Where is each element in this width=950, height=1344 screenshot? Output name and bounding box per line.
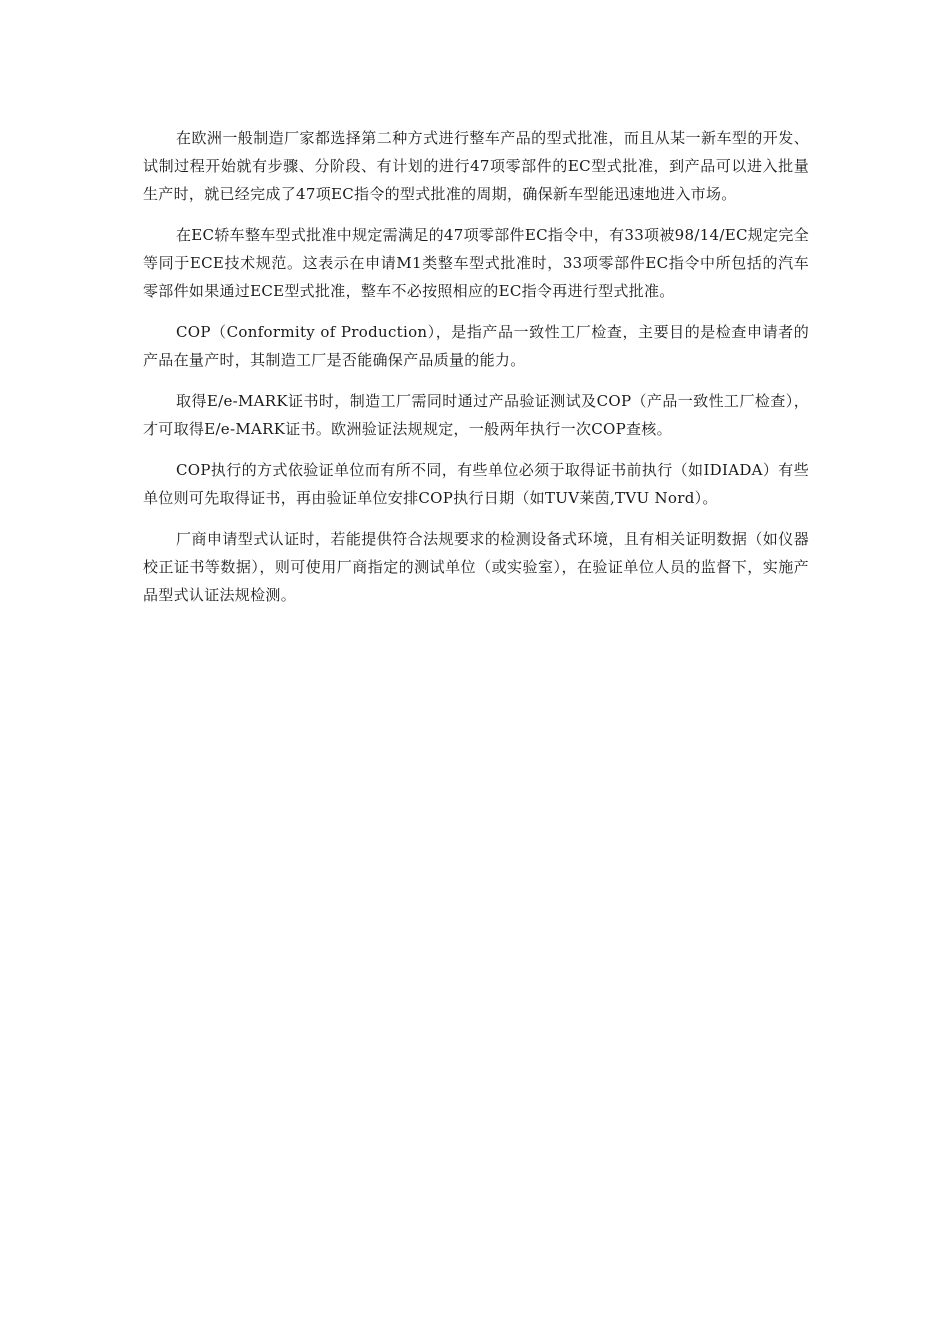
paragraph-emark-certificate: 取得E/e-MARK证书时，制造工厂需同时通过产品验证测试及COP（产品一致性工厂检查），才可取得E/e-MARK证书。欧洲验证法规规定，一般两年执行一次COP查核。 bbox=[143, 392, 809, 438]
paragraph-manufacturer-testing: 厂商申请型式认证时，若能提供符合法规要求的检测设备式环境，且有相关证明数据（如仪器校正证书等数据），则可使用厂商指定的测试单位（或实验室），在验证单位人员的监督下，实施产品型式认证法规检测。 bbox=[143, 530, 809, 604]
paragraph-cop-definition: COP（Conformity of Production），是指产品一致性工厂检查，主要目的是检查申请者的产品在量产时，其制造工厂是否能确保产品质量的能力。 bbox=[143, 323, 809, 369]
document-body bbox=[143, 124, 809, 622]
paragraph-ec-type-approval-process: 在欧洲一般制造厂家都选择第二种方式进行整车产品的型式批准，而且从某一新车型的开发、试制过程开始就有步骤、分阶段、有计划的进行47项零部件的EC型式批准，到产品可以进入批量生产时，就已经完成了47项EC指令的型式批准的周期，确保新车型能迅速地进入市场。 bbox=[143, 129, 809, 203]
paragraph-cop-execution: COP执行的方式依验证单位而有所不同，有些单位必须于取得证书前执行（如IDIADA）有些单位则可先取得证书，再由验证单位安排COP执行日期（如TUV莱茵,TVU Nord）。 bbox=[143, 461, 809, 507]
paragraph-ec-ece-equivalence: 在EC轿车整车型式批准中规定需满足的47项零部件EC指令中，有33项被98/14/EC规定完全等同于ECE技术规范。这表示在申请M1类整车型式批准时，33项零部件EC指令中所包括的汽车零部件如果通过ECE型式批准，整车不必按照相应的EC指令再进行型式批准。 bbox=[143, 226, 809, 300]
